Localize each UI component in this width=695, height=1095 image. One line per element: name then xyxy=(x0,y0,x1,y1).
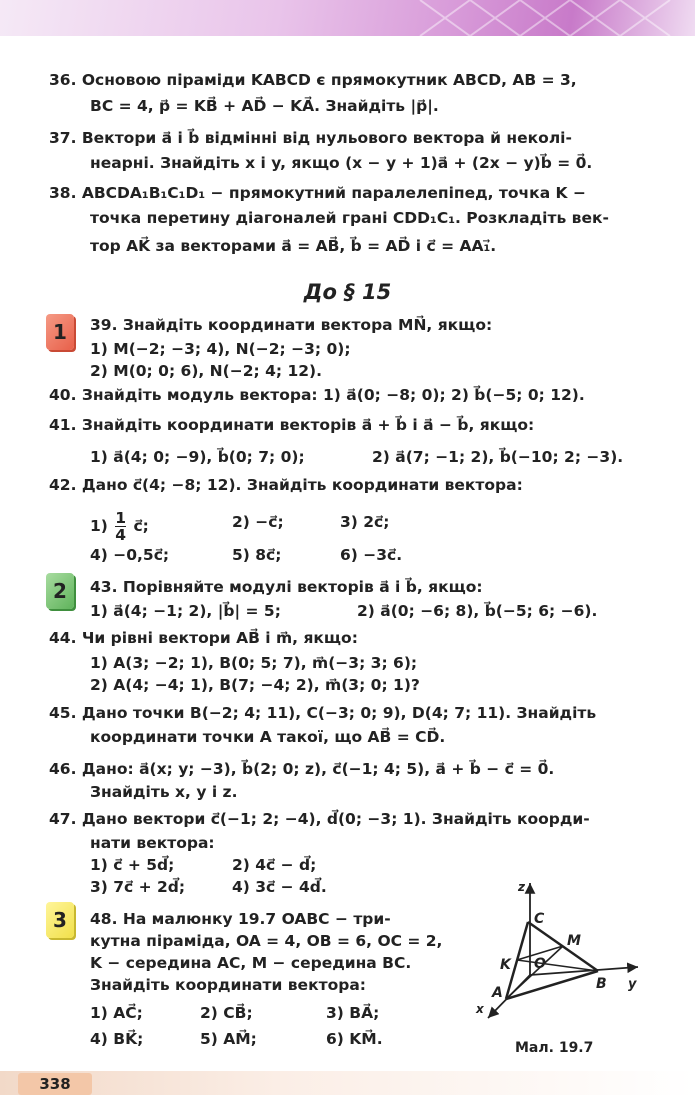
problem-38-line-3: тор AK⃗ за векторами a⃗ = AB⃗, b⃗ = AD⃗ і c⃗ = AA₁⃗. xyxy=(90,237,497,255)
problem-48-item-3: 3) BA⃗; xyxy=(326,1004,380,1022)
page-footer-bar xyxy=(0,1071,695,1095)
problem-40-line-1: 40. Знайдіть модуль вектора: 1) a⃗(0; −8; 0); 2) b⃗(−5; 0; 12). xyxy=(49,386,585,404)
label-k: K xyxy=(500,957,511,973)
problem-47-item-3: 3) 7c⃗ + 2d⃗; xyxy=(90,878,186,896)
problem-42-item-4: 4) −0,5c⃗; xyxy=(90,546,170,564)
label-z: z xyxy=(518,880,525,894)
problem-42-item-1 xyxy=(90,510,149,543)
label-a: A xyxy=(492,985,503,1001)
level-2-badge: 2 xyxy=(46,573,74,609)
banner-pattern xyxy=(0,0,695,36)
problem-44-line-1: 44. Чи рівні вектори AB⃗ і m⃗, якщо: xyxy=(49,629,358,647)
fraction xyxy=(115,510,126,543)
problem-37-line-2: неарні. Знайдіть x і y, якщо (x − y + 1)a⃗ + (2x − y)b⃗ = 0⃗. xyxy=(90,154,593,172)
problem-44-line-3: 2) A(4; −4; 1), B(7; −4; 2), m⃗(3; 0; 1)? xyxy=(90,676,420,694)
problem-48-item-2: 2) CB⃗; xyxy=(200,1004,253,1022)
problem-48-line-3: K − середина AC, M − середина BC. xyxy=(90,954,412,972)
problem-41-line-1: 41. Знайдіть координати векторів a⃗ + b⃗ і a⃗ − b⃗, якщо: xyxy=(49,416,535,434)
problem-43-line-1: 43. Порівняйте модулі векторів a⃗ і b⃗, якщо: xyxy=(90,578,483,596)
problem-48-item-5: 5) AM⃗; xyxy=(200,1030,257,1048)
problem-42-line-1: 42. Дано c⃗(4; −8; 12). Знайдіть координати вектора: xyxy=(49,476,523,494)
problem-47-line-2: нати вектора: xyxy=(90,834,215,852)
top-decorative-banner xyxy=(0,0,695,36)
problem-42-item-3: 3) 2c⃗; xyxy=(340,513,390,531)
fraction-denominator: 4 xyxy=(115,526,127,544)
problem-48-item-1: 1) AC⃗; xyxy=(90,1004,143,1022)
level-1-badge: 1 xyxy=(46,314,74,350)
problem-42-item-5: 5) 8c⃗; xyxy=(232,546,282,564)
problem-46-line-2: Знайдіть x, y і z. xyxy=(90,783,238,801)
label-m: M xyxy=(567,933,581,949)
problem-45-line-2: координати точки A такої, що AB⃗ = CD⃗. xyxy=(90,728,446,746)
problem-48-line-4: Знайдіть координати вектора: xyxy=(90,976,366,994)
problem-38-line-1: 38. ABCDA₁B₁C₁D₁ − прямокутний паралелепіпед, точка K − xyxy=(49,184,586,202)
section-heading: До § 15 xyxy=(303,280,392,304)
problem-39-line-1: 39. Знайдіть координати вектора MN⃗, якщо: xyxy=(90,316,493,334)
problem-36-line-2: BC = 4, p⃗ = KB⃗ + AD⃗ − KA⃗. Знайдіть |p⃗|. xyxy=(90,97,439,115)
problem-42-item-2: 2) −c⃗; xyxy=(232,513,284,531)
problem-48-line-2: кутна піраміда, OA = 4, OB = 6, OC = 2, xyxy=(90,932,443,950)
page-number: 338 xyxy=(18,1073,92,1095)
problem-47-line-1: 47. Дано вектори c⃗(−1; 2; −4), d⃗(0; −3; 1). Знайдіть коорди- xyxy=(49,810,590,828)
figure-caption: Мал. 19.7 xyxy=(515,1040,594,1056)
problem-48-item-6: 6) KM⃗. xyxy=(326,1030,383,1048)
problem-43-item-1: 1) a⃗(4; −1; 2), |b⃗| = 5; xyxy=(90,602,281,620)
problem-47-item-1: 1) c⃗ + 5d⃗; xyxy=(90,856,175,874)
problem-44-line-2: 1) A(3; −2; 1), B(0; 5; 7), m⃗(−3; 3; 6); xyxy=(90,654,418,672)
problem-37-line-1: 37. Вектори a⃗ і b⃗ відмінні від нульового вектора й неколі- xyxy=(49,129,572,147)
fraction-numerator: 1 xyxy=(115,509,127,527)
figure-pyramid xyxy=(470,875,645,1025)
problem-46-line-1: 46. Дано: a⃗(x; y; −3), b⃗(2; 0; z), c⃗(−1; 4; 5), a⃗ + b⃗ − c⃗ = 0⃗. xyxy=(49,760,555,778)
problem-42-item-1-index: 1) xyxy=(90,517,108,535)
problem-42-item-6: 6) −3c⃗. xyxy=(340,546,403,564)
problem-39-line-2: 1) M(−2; −3; 4), N(−2; −3; 0); xyxy=(90,340,351,358)
problem-41-item-1: 1) a⃗(4; 0; −9), b⃗(0; 7; 0); xyxy=(90,448,305,466)
problem-45-line-1: 45. Дано точки B(−2; 4; 11), C(−3; 0; 9), D(4; 7; 11). Знайдіть xyxy=(49,704,597,722)
label-b: B xyxy=(596,976,607,992)
problem-48-line-1: 48. На малюнку 19.7 OABC − три- xyxy=(90,910,391,928)
problem-36-line-1: 36. Основою піраміди KABCD є прямокутник ABCD, AB = 3, xyxy=(49,71,577,89)
problem-42-item-1-rest: c⃗; xyxy=(133,517,149,535)
problem-43-item-2: 2) a⃗(0; −6; 8), b⃗(−5; 6; −6). xyxy=(357,602,598,620)
problem-39-line-3: 2) M(0; 0; 6), N(−2; 4; 12). xyxy=(90,362,323,380)
problem-41-item-2: 2) a⃗(7; −1; 2), b⃗(−10; 2; −3). xyxy=(372,448,624,466)
label-o: O xyxy=(534,956,546,972)
level-3-badge: 3 xyxy=(46,902,74,938)
problem-48-item-4: 4) BK⃗; xyxy=(90,1030,144,1048)
problem-47-item-2: 2) 4c⃗ − d⃗; xyxy=(232,856,317,874)
problem-38-line-2: точка перетину діагоналей грані CDD₁C₁. Розкладіть век- xyxy=(90,209,609,227)
label-y: y xyxy=(628,977,637,992)
problem-47-item-4: 4) 3c⃗ − 4d⃗. xyxy=(232,878,327,896)
label-x: x xyxy=(476,1002,484,1016)
label-c: C xyxy=(534,911,545,927)
